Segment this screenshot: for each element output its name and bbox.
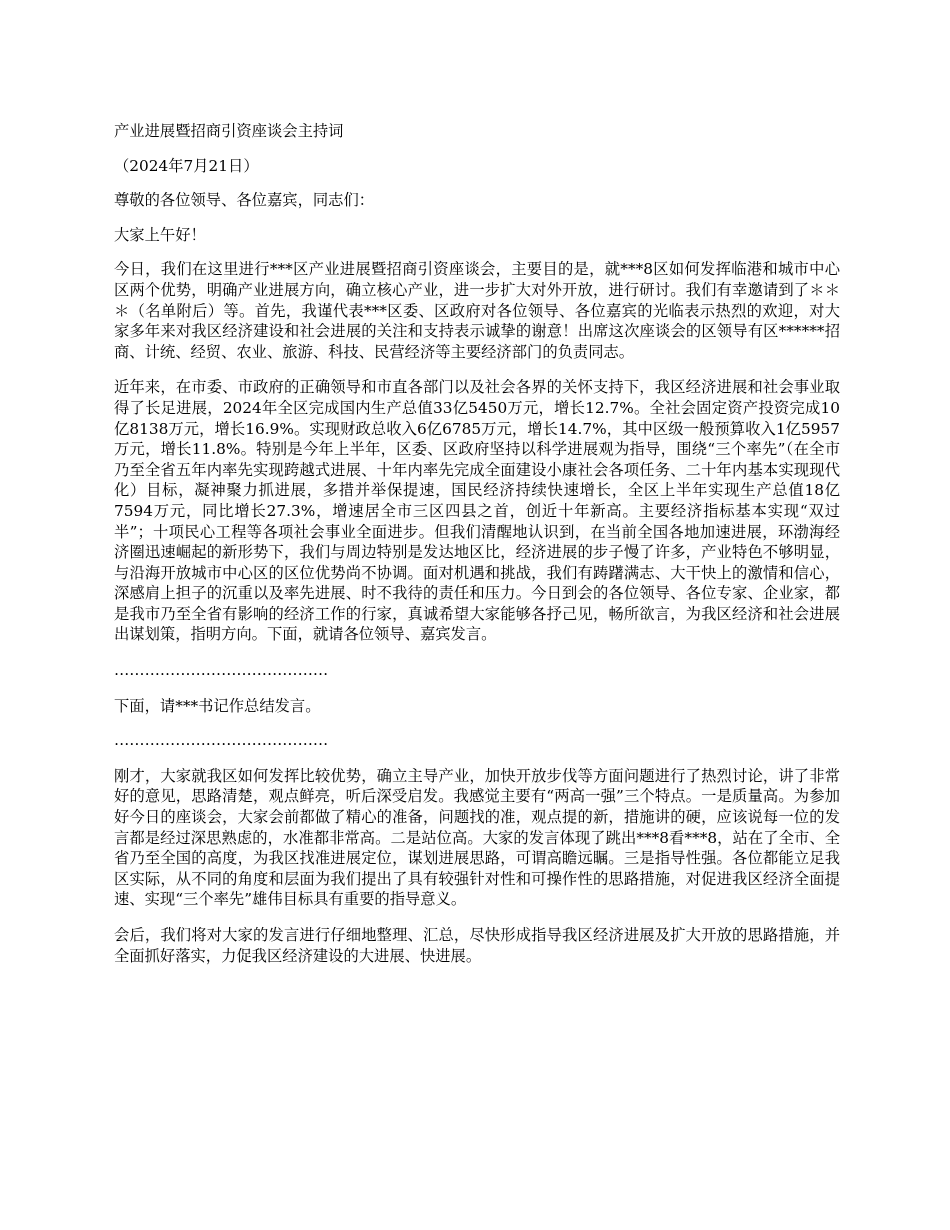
separator-dots: …………………………………… <box>114 661 329 680</box>
paragraph-summary: 刚才，大家就我区如何发挥比较优势，确立主导产业，加快开放步伐等方面问题进行了热烈讨论，讲了非常好的意见，思路清楚，观点鲜亮，听后深受启发。我感觉主要有“两高一强”三个特点。一是质量高。为参加好今日的座谈会，大家会前都做了精心的准备，问题找的准，观点提的新，措施讲的硬，应该说每一位的发言都是经过深思熟虑的，水准都非常高。二是站位高。大家的发言体现了跳出***8看***8，站在了全市、全省乃至全国的高度，为我区找准进展定位，谋划进展思路，可谓高瞻远瞩。三是指导性强。各位都能立足我区实际，从不同的角度和层面为我们提出了具有较强针对性和可操作性的思路措施，对促进我区经济全面提速、实现“三个率先”雄伟目标具有重要的指导意义。 <box>114 766 840 909</box>
paragraph-achievements: 近年来，在市委、市政府的正确领导和市直各部门以及社会各界的关怀支持下，我区经济进展和社会事业取得了长足进展，2024年全区完成国内生产总值33亿5450万元，增长12.7%。全社会固定资产投资完成10亿8138万元，增长16.9%。实现财政总收入6亿6785万元，增长14.7%，其中区级一般预算收入1亿5957万元，增长11.8%。特别是今年上半年，区委、区政府坚持以科学进展观为指导，围绕“三个率先”（在全市乃至全省五年内率先实现跨越式进展、十年内率先完成全面建设小康社会各项任务、二十年内基本实现现代化）目标，凝神聚力抓进展，多措并举保提速，国民经济持续快速增长，全区上半年实现生产总值18亿7594万元，同比增长27.3%，增速居全市三区四县之首，创近十年新高。主要经济指标基本实现“双过半”；十项民心工程等各项社会事业全面进步。但我们清醒地认识到，在当前全国各地加速进展，环渤海经济圈迅速崛起的新形势下，我们与周边特别是发达地区比，经济进展的步子慢了许多，产业特色不够明显，与沿海开放城市中心区的区位优势尚不协调。面对机遇和挑战，我们有踌躇满志、大干快上的激情和信心，深感肩上担子的沉重以及率先进展、时不我待的责任和压力。今日到会的各位领导、各位专家、企业家，都是我市乃至全省有影响的经济工作的行家，真诚希望大家能够各抒己见，畅所欲言，为我区经济和社会进展出谋划策，指明方向。下面，就请各位领导、嘉宾发言。 <box>114 378 840 644</box>
paragraph-closing: 会后，我们将对大家的发言进行仔细地整理、汇总，尽快形成指导我区经济进展及扩大开放的思路措施，并全面抓好落实，力促我区经济建设的大进展、快进展。 <box>114 926 840 965</box>
transition-line: 下面，请***书记作总结发言。 <box>114 696 321 715</box>
document-title: 产业进展暨招商引资座谈会主持词 <box>114 122 344 140</box>
document-body <box>114 121 840 981</box>
greeting: 大家上午好！ <box>114 225 206 244</box>
salutation: 尊敬的各位领导、各位嘉宾，同志们： <box>114 191 375 210</box>
paragraph-opening: 今日，我们在这里进行***区产业进展暨招商引资座谈会，主要目的是，就***8区如何发挥临港和城市中心区两个优势，明确产业进展方向，确立核心产业，进一步扩大对外开放，进行研讨。我们有幸邀请到了＊＊＊（名单附后）等。首先，我谨代表***区委、区政府对各位领导、各位嘉宾的光临表示热烈的欢迎，对大家多年来对我区经济建设和社会进展的关注和支持表示诚挚的谢意！出席这次座谈会的区领导有区******招商、计统、经贸、农业、旅游、科技、民营经济等主要经济部门的负责同志。 <box>114 260 840 361</box>
separator-dots: …………………………………… <box>114 731 329 750</box>
document-date: （2024年7月21日） <box>114 156 259 175</box>
